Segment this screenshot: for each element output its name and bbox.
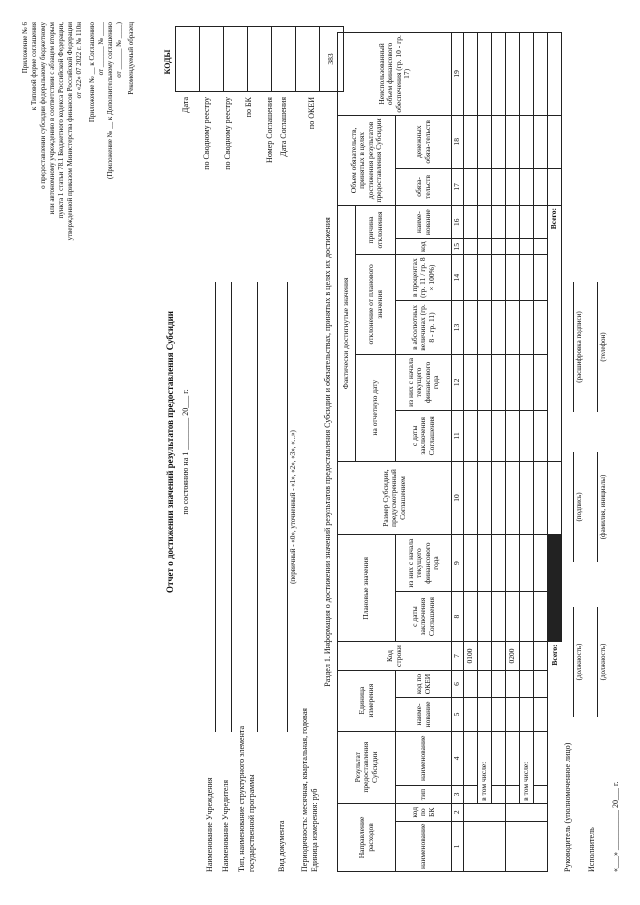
col-num: 7 [452,642,464,670]
cell[interactable] [534,461,548,535]
col-num: 9 [452,535,464,591]
h-report-from-agreement: с даты заключения Соглашения [396,411,452,462]
cell[interactable] [506,535,520,591]
h-plan-from-agreement: с даты заключения Соглашения [396,591,452,642]
exec-label: Исполнитель [587,827,596,872]
h-direction-name: наименование [396,821,452,871]
codes-label: КОДЫ [163,49,172,75]
head-sign-line[interactable] [573,452,574,562]
cell[interactable] [478,642,492,670]
table-row [534,33,548,872]
cell[interactable] [534,301,548,354]
totals-row [548,33,562,872]
cell[interactable] [506,731,520,786]
label-registry: по Сводному реестру [202,97,211,170]
cell[interactable] [520,301,534,354]
cell[interactable] [464,354,478,410]
cell[interactable] [492,786,506,804]
cell[interactable] [534,33,548,116]
col-num: 14 [452,255,464,301]
total-obligations[interactable] [548,168,562,205]
cell[interactable] [464,301,478,354]
cell[interactable] [534,206,548,239]
h-report: на отчетную дату [356,354,396,461]
label-institution: Наименование Учреждения [205,777,214,872]
appendix-header [21,22,136,240]
exec-phone-line[interactable] [597,282,598,412]
cell[interactable] [534,731,548,786]
col-num: 18 [452,115,464,168]
h-fact: Фактически достигнутые значения [338,206,356,462]
col-num: 11 [452,411,464,462]
cell[interactable] [520,115,534,168]
appendix-line: пункта 1 статьи 78.1 Бюджетного кодекса Российской Федерации, [56,22,65,219]
cell[interactable] [520,591,534,642]
additional-agreement-date: от ______ № ____) [114,22,123,78]
h-result-type: тип [396,786,452,804]
codes-box [175,26,344,92]
table-row [492,33,506,872]
head-decode-hint: (расшифровка подписи) [575,311,583,383]
col-num: 12 [452,354,464,410]
cell[interactable] [464,33,478,116]
cell[interactable] [492,255,506,301]
exec-position-hint: (должность) [599,643,607,681]
exec-position-line[interactable] [597,607,598,717]
appendix-line: Приложение № 6 [21,22,29,74]
label-program: государственной программы [247,774,256,872]
cell[interactable] [520,535,534,591]
cell[interactable] [506,115,520,168]
cell[interactable] [534,786,548,804]
table-row [506,33,520,872]
doc-type-line[interactable] [287,282,288,732]
h-size: Размер Субсидии, предусмотренный Соглашением [338,461,452,535]
row-code: 0200 [506,642,520,670]
cell[interactable] [478,535,492,591]
program-line[interactable] [257,282,258,732]
exec-fio-line[interactable] [597,452,598,562]
cell[interactable] [464,698,478,731]
cell[interactable] [534,591,548,642]
cell[interactable] [492,731,506,786]
cell[interactable] [464,670,478,698]
label-date: Дата [181,97,190,113]
appendix-line: от «22» 07 2022 г. № 110н [74,22,83,99]
additional-agreement-appendix: (Приложение № __ к Дополнительному соглашению [105,22,114,179]
cell[interactable] [534,255,548,301]
cell[interactable] [520,642,534,670]
cell[interactable] [478,354,492,410]
cell[interactable] [506,301,520,354]
label-program-element: Тип, наименование структурного элемента [237,725,246,872]
cell[interactable] [478,115,492,168]
cell[interactable] [478,411,492,462]
exec-phone-hint: (телефон) [599,332,607,362]
label-unit: Единица измерения: руб [310,788,319,872]
cell[interactable] [506,411,520,462]
row-code: 0100 [464,642,478,670]
cell[interactable] [520,255,534,301]
cell-shaded [548,591,562,642]
col-num: 2 [452,803,464,821]
col-num: 19 [452,33,464,116]
h-dev-absolute: в абсолютных величинах (гр. 8 - гр. 11) [396,301,452,354]
label-registry-2: по Сводному реестру [223,97,232,170]
code-cell-okei: 383 [320,27,344,92]
cell[interactable] [478,206,492,239]
h-dev: отклонение от планового значения [356,255,396,355]
cell[interactable] [506,354,520,410]
h-unit-code: код по ОКЕИ [396,670,452,698]
agreement-appendix: Приложение № __ к Соглашению [87,22,96,123]
cell[interactable] [506,591,520,642]
cell[interactable] [492,301,506,354]
cell[interactable] [464,206,478,239]
label-okei: по ОКЕИ [307,97,316,130]
col-num: 15 [452,239,464,255]
cell[interactable] [492,33,506,116]
cell[interactable] [506,698,520,731]
cell[interactable] [478,301,492,354]
cell[interactable] [492,206,506,239]
section-1-title: Раздел 1. Информация о достижении значений результатов предоставления Субсидии и обязательствах, принятых в целях их достижения [323,217,332,687]
cell[interactable] [492,642,506,670]
including-label: в том числе: [478,731,492,803]
cell[interactable] [464,461,478,535]
cell[interactable] [520,33,534,116]
h-unit: Единица измерения [338,670,396,731]
h-report-current-year: из них с начала текущего финансового года [396,354,452,410]
cell[interactable] [520,670,534,698]
cell[interactable] [506,803,548,821]
cell[interactable] [464,168,478,205]
code-cell-date[interactable] [176,27,200,92]
cell[interactable] [534,239,548,255]
cell[interactable] [492,354,506,410]
col-num: 6 [452,670,464,698]
cell[interactable] [492,535,506,591]
h-plan: Плановые значения [338,535,396,642]
h-unit-name: наиме-нование [396,698,452,731]
cell[interactable] [478,698,492,731]
total-unused[interactable] [548,33,562,116]
cell[interactable] [520,354,534,410]
results-table [337,32,562,872]
cell[interactable] [506,821,548,871]
cell[interactable] [464,411,478,462]
code-cell-agreement-date[interactable] [296,27,320,92]
cell[interactable] [478,591,492,642]
head-label: Руководитель (уполномоченное лицо) [563,742,572,872]
label-agreement-date: Дата Соглашения [279,97,288,157]
cell[interactable] [492,698,506,731]
col-num: 10 [452,461,464,535]
cell[interactable] [464,803,506,821]
report-title: Отчет о достижении значений результатов предоставления Субсидии [165,311,175,593]
h-oblig: Объем обязательств, принятых в целях достижения результатов предоставления Субсидии [338,115,396,205]
cell[interactable] [492,239,506,255]
table-row [520,33,534,872]
col-num: 17 [452,168,464,205]
code-cell-registry[interactable] [200,27,224,92]
cell[interactable] [506,461,520,535]
cell[interactable] [492,670,506,698]
label-kbk: по БК [244,97,253,118]
h-reason: причина отклонения [356,206,396,255]
cell[interactable] [534,642,548,670]
cell[interactable] [520,411,534,462]
total-label-left: Всего: [548,642,562,872]
cell[interactable] [478,461,492,535]
cell[interactable] [492,115,506,168]
doc-type-hint: (первичный - «0», уточненный - «1», «2», «3», «...») [289,430,297,584]
col-num: 13 [452,301,464,354]
h-direction-kbk: код по БК [396,803,452,821]
label-doc-type: Вид документа [277,820,286,872]
cell[interactable] [464,786,478,804]
report-as-of: по состоянию на 1 ________ 20___ г. [181,389,190,515]
code-cell-agreement-number[interactable] [272,27,296,92]
cell[interactable] [464,591,478,642]
total-label-right: Всего: [548,206,562,462]
recommended-sample: Рекомендуемый образец [127,22,136,95]
cell[interactable] [534,698,548,731]
cell[interactable] [478,239,492,255]
table-row [478,33,492,872]
h-plan-current-year: из них с начала текущего финансового года [396,535,452,591]
cell[interactable] [478,33,492,116]
cell[interactable] [478,255,492,301]
cell[interactable] [506,670,520,698]
h-direction: Направление расходов [338,803,396,871]
cell[interactable] [464,239,478,255]
col-num: 8 [452,591,464,642]
col-num: 5 [452,698,464,731]
cell[interactable] [464,821,506,871]
appendix-line: к Типовой форме соглашения [29,22,38,111]
col-num: 1 [452,821,464,871]
total-size[interactable] [548,461,562,535]
cell[interactable] [506,239,520,255]
h-rowcode: Код строки [338,642,452,670]
cell[interactable] [520,698,534,731]
cell[interactable] [534,354,548,410]
cell[interactable] [534,535,548,591]
cell[interactable] [534,670,548,698]
code-cell-registry-2[interactable] [224,27,248,92]
label-agreement-number: Номер Соглашения [265,97,274,163]
label-founder: Наименование Учредителя [221,779,230,872]
cell[interactable] [464,115,478,168]
h-obligations: обяза-тельств [396,168,452,205]
head-position-hint: (должность) [575,643,583,681]
cell[interactable] [492,591,506,642]
cell[interactable] [534,115,548,168]
cell[interactable] [534,168,548,205]
h-result: Результат предоставления Субсидии [338,731,396,803]
appendix-line: о предоставлении субсидии федеральному бюджетному [38,22,47,189]
cell[interactable] [520,461,534,535]
code-cell-kbk[interactable] [248,27,272,92]
cell[interactable] [506,255,520,301]
institution-line[interactable] [215,282,216,732]
including-label: в том числе: [520,731,534,803]
rotated-form-sheet [15,12,625,892]
cell[interactable] [534,411,548,462]
head-position-line[interactable] [573,607,574,717]
table-row [464,33,478,872]
cell[interactable] [520,239,534,255]
cell[interactable] [520,168,534,205]
h-reason-code: код [396,239,452,255]
cell[interactable] [506,206,520,239]
h-dev-percent: в процентах (гр. 11 / гр. 8 × 100%) [396,255,452,301]
cell[interactable] [506,168,520,205]
appendix-line: утвержденной приказом Министерства финансов Российской Федерации [65,22,74,241]
cell[interactable] [464,255,478,301]
cell[interactable] [478,168,492,205]
exec-fio-hint: (фамилия, инициалы) [599,474,607,540]
head-decode-line[interactable] [573,282,574,412]
cell[interactable] [478,670,492,698]
report-date: «___» __________ 20___ г. [611,781,620,872]
h-unused: Неиспользованный объем финансового обеспечения (гр. 10 - гр. 17) [338,33,452,116]
total-money-obligations[interactable] [548,115,562,168]
col-num: 4 [452,731,464,786]
cell[interactable] [464,535,478,591]
cell[interactable] [506,33,520,116]
col-num: 3 [452,786,464,804]
h-reason-name: наиме-нование [396,206,452,239]
label-periodicity: Периодичность: месячная, квартальная, годовая [300,708,309,872]
appendix-line: или автономному учреждению в соответствии с абзацем вторым [47,22,56,215]
agreement-appendix-date: от ______ № ____ [96,22,105,76]
cell[interactable] [506,786,520,804]
cell-shaded [548,535,562,591]
head-sign-hint: (подпись) [575,492,583,522]
cell[interactable] [520,206,534,239]
cell[interactable] [492,411,506,462]
cell[interactable] [492,461,506,535]
h-money-obligations: денежных обяза-тельств [396,115,452,168]
cell[interactable] [492,168,506,205]
cell[interactable] [464,731,478,786]
col-num: 16 [452,206,464,239]
h-result-name: наименование [396,731,452,786]
founder-line[interactable] [231,282,232,732]
